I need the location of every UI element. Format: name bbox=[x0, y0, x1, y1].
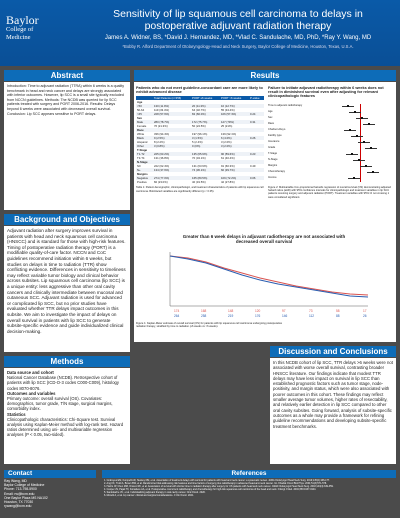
demographics-table bbox=[136, 96, 264, 184]
discussion-text: In this NCDB cohort of lip SCC, TTR delays >6 weeks were not associated with worse overall survival, contrasting broader HNSCC literature. Our findings indicate that modest TTR delays may have less impact on survival in lip SCC than established prognostic factors such as tumor stage, node-positivity, and margin status, which were also associated with poorer outcomes in this cohort. These findings may reflect smaller average tumor volumes, higher rates of resectability, and relatively earlier detection in lip SCC compared to other oral cavity subsites. Going forward, analysis of subsite-specific outcomes as a whole may provide a framework for refining guideline recommendations and developing subsite-specific treatment benchmarks. bbox=[273, 360, 393, 429]
reference-item: 3. Harris JP, Chen MM, Orosco RK, et al. Association of survival with shorter time to radiation therapy after surgery for US patients with head and neck cancer. JAMA Otolaryngol Head Neck Surg. 2018;144(4):349-359. bbox=[104, 485, 334, 488]
table-cell: Sex bbox=[137, 116, 142, 121]
table-cell: >65 bbox=[136, 112, 153, 116]
table-cell: Positive bbox=[137, 180, 147, 185]
table-heading: Patients who do not meet guideline-concordant care are more likely to exhibit advanced disease bbox=[136, 86, 263, 95]
forest-point bbox=[351, 153, 353, 155]
logo-line2: College of bbox=[6, 26, 34, 33]
table-cell: 8 (2.2%) bbox=[153, 140, 165, 145]
table-cell: 197 (96.1%) bbox=[192, 132, 208, 137]
results-header: Results bbox=[134, 70, 396, 81]
table-cell: 130 (11.9%) bbox=[153, 104, 191, 108]
table-cell: N+ bbox=[136, 168, 153, 172]
table-cell: 90 (59.6%) bbox=[220, 152, 249, 156]
table-cell: Female bbox=[137, 124, 147, 129]
methods-outcomes-heading: Outcomes and variables bbox=[7, 390, 56, 396]
table-cell: 55 (34.4%) bbox=[220, 108, 235, 113]
forest-row-label: Sex bbox=[268, 116, 273, 119]
forest-point bbox=[365, 165, 367, 167]
methods-outcomes-text: Primary outcome: overall survival (OS). Covariates: demographics, tumor grade, T/N stage, surgical margins, comorbidity index. bbox=[7, 396, 113, 412]
table-cell: 10 (12.7%) bbox=[220, 104, 249, 108]
table-cell: T-Stage bbox=[137, 148, 148, 153]
poster-title: Sensitivity of lip squamous cell carcinoma to delays in postoperative adjuvant radiation therapy bbox=[113, 8, 363, 32]
table-header-cell: P-value bbox=[249, 96, 264, 100]
forest-point bbox=[349, 129, 351, 131]
table-cell: 274 (77.0%) bbox=[153, 176, 191, 180]
km-number-at-risk: 88 bbox=[336, 314, 340, 318]
km-number-at-risk: 26 bbox=[363, 314, 367, 318]
table-cell: 139 (92.1%) bbox=[220, 132, 237, 137]
reference-item: 4. Cooper JS, Pajak TF, Forastiere AA, et al. Postoperative concurrent radiotherapy and chemotherapy for high-risk squamous-cell carcinoma of the head and neck. N Engl J Med. 2004;350:1937-1944. bbox=[104, 488, 317, 491]
table-cell: Age bbox=[137, 100, 143, 105]
abstract-panel bbox=[4, 82, 130, 210]
reference-item: 6. Moretti A, et al. Lip cancer: clinical and surgical considerations. J Clin Oncol. 2021. bbox=[104, 494, 194, 497]
km-chart bbox=[158, 248, 372, 320]
table-cell: 3 (0.8%) bbox=[153, 144, 191, 148]
discussion-header: Discussion and Conclusions bbox=[270, 346, 396, 357]
forest-row-label: Chemotherapy bbox=[268, 170, 286, 173]
forest-row-label: Facility type bbox=[268, 134, 282, 137]
forest-point bbox=[370, 147, 372, 149]
km-number-at-risk: 17 bbox=[363, 309, 367, 313]
km-number-at-risk: 174 bbox=[174, 309, 180, 313]
km-number-at-risk: 168 bbox=[201, 309, 207, 313]
km-number-at-risk: 112 bbox=[309, 314, 315, 318]
contact-header: Contact bbox=[4, 470, 96, 478]
authors: James A. Widner, BS, *David J. Hernandez, MD, *Vlad C. Sandulache, MD, PhD, *Ray Y. Wang, MD bbox=[104, 35, 372, 41]
forest-row-label: Time to adjuvant radiotherapy bbox=[268, 104, 303, 107]
table-cell: 40 (19.5%) bbox=[192, 180, 206, 185]
table-cell: 225 (63.2%) bbox=[153, 152, 191, 156]
table-cell: T1-T2 bbox=[136, 152, 153, 156]
table-header-cell: Total Patients (n=356) bbox=[153, 96, 191, 100]
forest-point bbox=[372, 171, 374, 173]
table-caption: Table 1: Patient demographic, clinicopathologic, and treatment characteristics of patients with lip squamous cell carcinoma. Bold-faced variables are significantly different (p < 0.05). bbox=[136, 186, 264, 193]
table-cell: 60 (39.7%) bbox=[220, 168, 249, 172]
contact-line: Email: rw@bcm.edu bbox=[4, 491, 35, 496]
table-cell: 131 (63.9%) bbox=[192, 164, 208, 169]
table-cell: 61 (40.4%) bbox=[220, 156, 235, 161]
table-cell: 127 (79%) bbox=[220, 120, 249, 124]
km-number-at-risk: 97 bbox=[282, 309, 286, 313]
reference-item: 1. Graboyes EM, Kompelli AR, Neskey DM, et al. Association of treatment delays with survival for patients with head and neck cancer: a systematic review. JAMA Otolaryngol Head Neck Surg. 2019;145(2):166-177. bbox=[104, 479, 330, 482]
forest-point bbox=[347, 105, 349, 107]
table-cell: Race bbox=[136, 128, 153, 132]
table-cell: 3 (1.5%) bbox=[191, 136, 220, 140]
table-cell: 135 (65.9%) bbox=[191, 152, 220, 156]
forest-row-label: N-Stage bbox=[268, 158, 278, 161]
km-heading: Greater than 6 week delays in adjuvant radiotherapy are not associated with decreased overall survival bbox=[182, 234, 346, 244]
forest-row-label: Grade bbox=[268, 146, 276, 149]
table-cell: 6 (4.0%) bbox=[220, 136, 249, 140]
abstract-header: Abstract bbox=[4, 70, 130, 81]
methods-header: Methods bbox=[4, 356, 130, 367]
table-cell: Hispanic bbox=[137, 140, 148, 145]
table-cell: 131 (36.8%) bbox=[153, 156, 170, 161]
table-header-cell: PORT >6 weeks bbox=[220, 96, 249, 100]
references-list bbox=[104, 479, 394, 497]
forest-row-label: Margins bbox=[268, 164, 278, 167]
contact-line: Phone: 713-798-5900 bbox=[4, 487, 37, 492]
km-number-at-risk: 264 bbox=[174, 314, 180, 318]
forest-point bbox=[354, 111, 356, 113]
table-cell: 76 (21.3%) bbox=[153, 124, 168, 129]
table-cell: 82 (66.0%) bbox=[191, 112, 220, 116]
forest-point bbox=[356, 135, 358, 137]
contact-line: One Baylor Plaza MS NA102 bbox=[4, 495, 48, 500]
logo-line1: Baylor bbox=[6, 13, 39, 27]
results-panel bbox=[134, 82, 396, 342]
table-cell: Black bbox=[136, 136, 153, 140]
methods-data-heading: Data source and cohort bbox=[7, 370, 54, 375]
contact-line: Baylor College of Medicine bbox=[4, 483, 45, 488]
table-cell: 50-64 bbox=[137, 108, 145, 113]
km-caption: Figure 1: Kaplan-Meier estimate of overall survival (OS) for patients with lip squamous cell carcinoma undergoing postoperative radiation therapy, stratified by time to radiation (≤6 weeks vs >6 weeks). bbox=[136, 322, 283, 329]
background-text: Adjuvant radiation after surgery improves survival in patients with head and neck squamous cell carcinoma (HNSCC) and is standard for those with high-risk features. Timing of postoperative radiation therapy (PORT) is a modifiable quality-of-care factor. NCCN and CoC guidelines recommend initiation within 6 weeks, but studies on delays in time to radiation (TTR) show conflicting evidence. Differences in sensitivity to timeliness may reflect variable tumor biology and clinical behavior across subsites. Lip squamous cell carcinoma (lip SCC) is a unique entity: less aggressive than other oral cavity cancers and clinically intermediate between mucosal and cutaneous SCC. Adjuvant radiation is used for advanced or complicated lip SCC, but no prior studies have evaluated whether TTR delays impact outcomes in this subsite. We aim to investigate the impact of delays on overall survival in patients with lip SCC to generate subsite-specific evidence and guide individualized clinical decision-making. bbox=[7, 228, 126, 334]
table-cell: 0.24 bbox=[249, 112, 264, 116]
table-cell: Other bbox=[136, 144, 153, 148]
forest-reference-line bbox=[360, 104, 361, 182]
table-cell: 106 (57.3%) bbox=[220, 112, 249, 116]
discussion-panel bbox=[270, 358, 396, 464]
table-cell: 0.23 bbox=[249, 152, 264, 156]
table-cell: 42 (27.8%) bbox=[220, 180, 235, 185]
table-cell: 222 (62.4%) bbox=[153, 164, 170, 169]
table-cell: 82 (23.0%) bbox=[153, 180, 168, 185]
forest-point bbox=[361, 117, 363, 119]
table-cell: Negative bbox=[136, 176, 153, 180]
header bbox=[0, 0, 400, 66]
table-cell: 134 (37.6%) bbox=[153, 168, 191, 172]
reference-item: 2. Ang KK, Trotti A, Brown BW, et al. Randomized trial addressing risk features and time factors of surgery plus radiotherapy in advanced head-and-neck cancer. Int J Radiat Oncol Biol Phys. 2001;51(3):571-578. bbox=[104, 482, 327, 485]
table-cell: 3 (2.0%) bbox=[220, 140, 232, 145]
km-number-at-risk: 120 bbox=[255, 309, 261, 313]
table-cell: 50 (24.5%) bbox=[192, 124, 206, 129]
table-cell: Male bbox=[136, 120, 153, 124]
table-cell: 0.49 bbox=[250, 164, 256, 169]
table-cell: 280 (78.7%) bbox=[153, 120, 191, 124]
abstract-text: Introduction: Time to adjuvant radiation (TTRA) within 6 weeks is a quality benchmark in head and neck cancer and delays are strongly associated with inferior outcomes. However, lip SCC is a small site typically excluded from NCCN guidelines. Methods: The NCDB was queried for lip SCC patients treated with surgery and PORT 2006-2016. Results: Delays beyond 6 weeks were associated with decreased overall survival. Conclusion: Lip SCC appears sensitive to PORT delays. bbox=[7, 84, 125, 116]
table-cell: 70 (34.1%) bbox=[192, 156, 206, 161]
km-number-at-risk: 176 bbox=[255, 314, 261, 318]
table-cell: 0.26 bbox=[249, 136, 264, 140]
km-number-at-risk: 146 bbox=[282, 314, 288, 318]
table-cell: 64 (32.7%) bbox=[192, 108, 206, 113]
table-cell: 109 (72.2%) bbox=[220, 176, 249, 180]
methods-panel bbox=[4, 368, 130, 464]
forest-point bbox=[353, 177, 355, 179]
forest-point bbox=[358, 159, 360, 161]
table-header-cell: PORT ≤6 weeks bbox=[191, 96, 220, 100]
km-number-at-risk: 148 bbox=[228, 309, 234, 313]
table-cell: 0.06 bbox=[249, 176, 264, 180]
table-cell: 25 (21%) bbox=[220, 124, 233, 129]
forest-point bbox=[368, 123, 370, 125]
table-cell: 5 (2.4%) bbox=[192, 140, 203, 145]
table-cell: 172 (75.7%) bbox=[191, 120, 220, 124]
table-cell: White bbox=[137, 132, 145, 137]
table-cell: 91 (60.3%) bbox=[220, 164, 235, 169]
forest-plot bbox=[268, 104, 394, 184]
table-cell: 228 (57.6%) bbox=[153, 112, 191, 116]
table-cell: 119 (33.4%) bbox=[153, 108, 169, 113]
background-header: Background and Objectives bbox=[4, 214, 130, 225]
table-cell: 20 (11.3%) bbox=[191, 104, 220, 108]
forest-row-label: Race bbox=[268, 122, 275, 125]
table-cell: T3-T4 bbox=[137, 156, 145, 161]
table-cell: 9 (2.5%) bbox=[153, 136, 191, 140]
contact-line: Ray Wang, MD bbox=[4, 479, 27, 483]
table-cell: 3 (2.0%) bbox=[220, 144, 249, 148]
gap bbox=[134, 346, 266, 464]
methods-stats-heading: Statistics bbox=[7, 411, 26, 417]
methods-stats-text: Clinicopathologic characteristics: Chi-Square test. Survival analysis using Kaplan-Meier method with log-rank test. Hazard ratios determined using uni- and multivariable regression analyses (P < 0.05, two-sided). bbox=[7, 416, 124, 438]
table-cell: <50 bbox=[136, 104, 153, 108]
forest-heading: Failure to initiate adjuvant radiotherapy within 6 weeks does not result in diminished survival even after adjusting for relevant clinicopathologic features bbox=[268, 86, 384, 99]
table-cell: 0.31 bbox=[249, 120, 264, 124]
table-cell: 165 (80.5%) bbox=[191, 176, 220, 180]
forest-caption: Figure 2: Multivariable Cox-proportional hazards regression of overall survival (OS) demonstrating adjusted hazard ratios (aHR) with 95% confidence intervals for clinicopathologic and treatment variables in lip SCC patients receiving surgery and adjuvant radiation (PORT). Treatment variables with 95% CI not crossing 1 were considered significant. bbox=[268, 186, 391, 199]
forest-row-label: Age bbox=[268, 110, 273, 113]
forest-row-label: Income bbox=[268, 176, 277, 179]
km-number-at-risk: 258 bbox=[201, 314, 207, 318]
references-header: References bbox=[102, 470, 396, 478]
reference-item: 5. Sandulache VC, et al. Individualizing adjuvant therapy in oral cavity cancer. Oral Oncol. 2020. bbox=[104, 491, 206, 494]
contact-info bbox=[4, 479, 96, 508]
km-number-at-risk: 58 bbox=[336, 309, 340, 313]
affiliation: *Bobby R. Alford Department of Otolaryngology-Head and Neck Surgery, Baylor College of Medicine, Houston, Texas, U.S.A. bbox=[122, 44, 354, 49]
forest-row-label: Charlson-Deyo bbox=[268, 128, 286, 131]
table-cell: N-Stage bbox=[136, 160, 153, 164]
bcm-logo bbox=[6, 14, 56, 42]
forest-row-label: T-Stage bbox=[268, 152, 278, 155]
km-number-at-risk: 219 bbox=[228, 314, 234, 318]
logo-line3: Medicine bbox=[6, 34, 31, 41]
forest-row-label: Insurance bbox=[268, 140, 280, 143]
forest-point bbox=[363, 141, 365, 143]
table-cell: 0 (0%) bbox=[191, 144, 220, 148]
contact-line[interactable]: rywang@bcm.edu bbox=[4, 504, 32, 509]
methods-data-text: National Cancer Database (NCDB). Retrospective cohort of patients with lip SCC (ICD-O-3 codes C000-C009), histology codes 8070-8076. bbox=[7, 375, 119, 391]
table-cell: N0 bbox=[137, 164, 141, 169]
table-cell: 336 (94.4%) bbox=[153, 132, 170, 137]
table-cell: Margins bbox=[137, 172, 148, 177]
contact-line: Houston, TX 77030 bbox=[4, 500, 34, 505]
background-panel bbox=[4, 226, 130, 352]
table-cell: 74 (36.1%) bbox=[191, 168, 220, 172]
km-number-at-risk: 73 bbox=[309, 309, 313, 313]
